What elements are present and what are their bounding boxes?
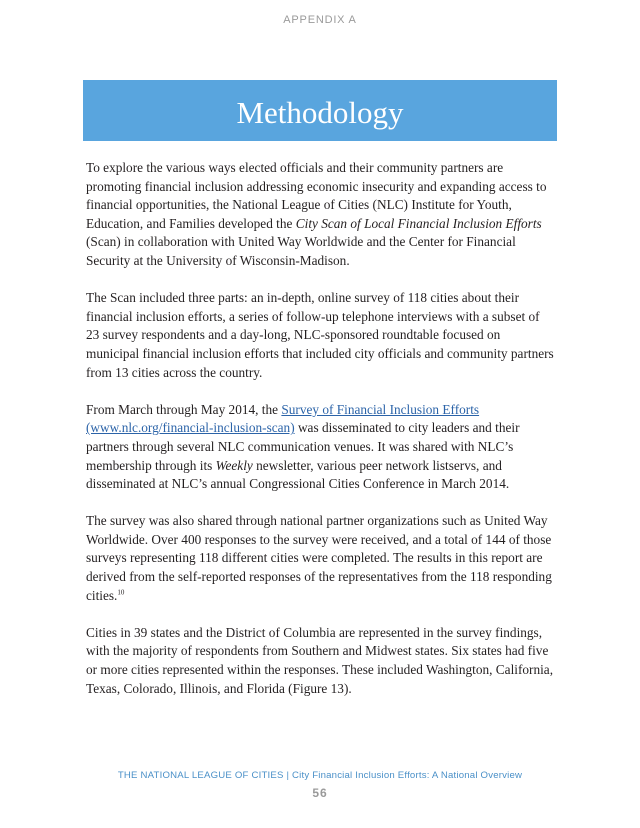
paragraph-1 — [86, 159, 556, 271]
page-number: 56 — [312, 786, 328, 800]
paragraph-4 — [86, 512, 556, 605]
paragraph-1-text-a: To explore the various ways elected officials and their community partners are promoting financial inclusion addressing economic insecurity and expanding access to financial opportunities, the National League of Cities (NLC) Institute for Youth, Education, and Families developed the — [86, 160, 547, 231]
paragraph-3 — [86, 401, 556, 494]
paragraph-3-text-a: From March through May 2014, the — [86, 401, 282, 417]
survey-url-link[interactable]: (www.nlc.org/financial-inclusion-scan) — [86, 420, 295, 436]
page-title: Methodology — [236, 94, 404, 130]
paragraph-4-text: The survey was also shared through national partner organizations such as United Way Worldwide. Over 400 responses to the survey were received, and a total of 144 of those surveys representing 118 different cities were completed. The results in this report are derived from the self-reported responses of the representatives from the 118 responding cities. — [86, 513, 552, 603]
title-banner — [83, 80, 557, 141]
paragraph-2: The Scan included three parts: an in-depth, online survey of 118 cities about their financial inclusion efforts, a series of follow-up telephone interviews with a subset of 23 survey respondents and a day-long, NLC-sponsored roundtable focused on municipal financial inclusion efforts that included city officials and community partners from 13 cities across the country. — [86, 290, 554, 380]
footer-text: THE NATIONAL LEAGUE OF CITIES | City Financial Inclusion Efforts: A National Overview — [117, 770, 523, 781]
weekly-italic: Weekly — [215, 457, 253, 473]
appendix-label: APPENDIX A — [283, 14, 357, 26]
report-title-italic: City Scan of Local Financial Inclusion Efforts — [295, 215, 542, 231]
paragraph-3-text-c: was disseminated to city leaders and their partners through several NLC communication venues. It was shared with NLC’s membership through its — [86, 420, 520, 473]
paragraph-1-text-c: (Scan) in collaboration with United Way Worldwide and the Center for Financial Security at the University of Wisconsin-Madison. — [86, 234, 516, 268]
survey-link[interactable]: Survey of Financial Inclusion Efforts — [281, 401, 480, 417]
body-text — [86, 159, 556, 717]
paragraph-5: Cities in 39 states and the District of Columbia are represented in the survey findings, with the majority of respondents from Southern and Midwest states. Six states had five or more cities represented within the responses. These included Washington, California, Texas, Colorado, Illinois, and Florida (Figure 13). — [86, 624, 554, 696]
paragraph-3-text-e: newsletter, various peer network listservs, and disseminated at NLC’s annual Congressional Cities Conference in March 2014. — [86, 457, 510, 492]
footnote-marker[interactable]: 10 — [117, 588, 125, 597]
